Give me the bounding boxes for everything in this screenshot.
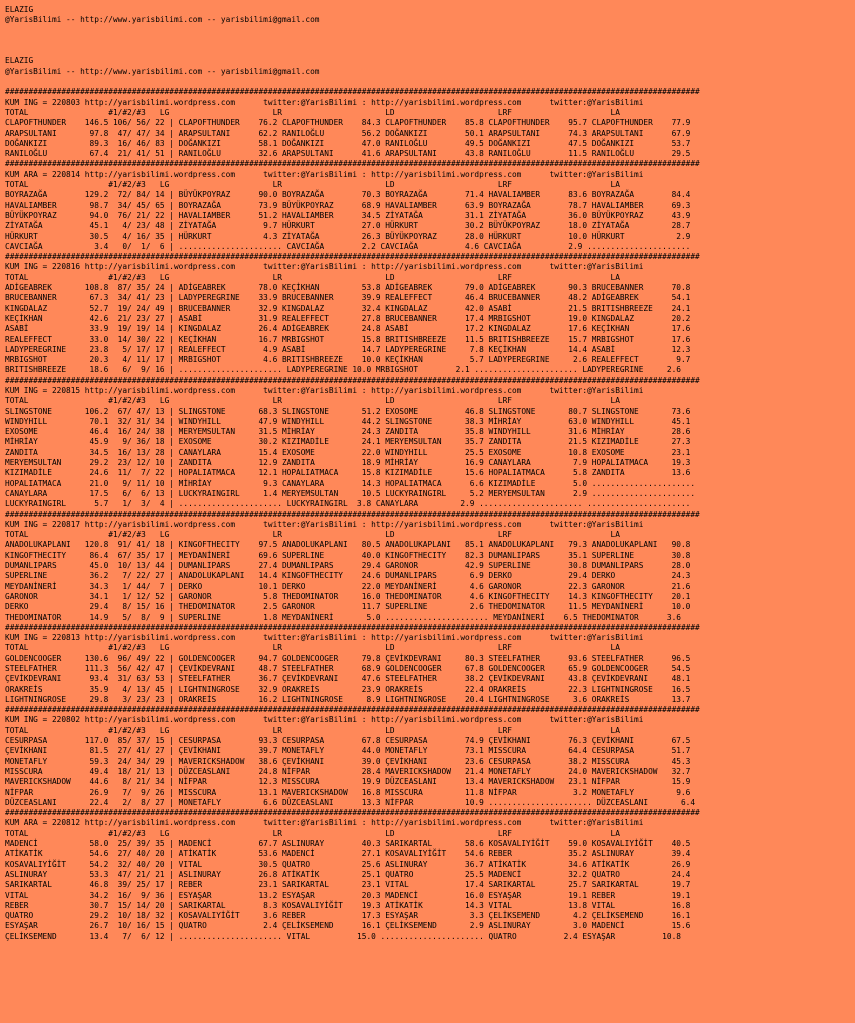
report-line: LUCKYRAINGIRL 5.7 1/ 3/ 4 | ...................... LUCKYRAINGIRL 3.8 CANAYLARA 2.9 ...................... ......................	[5, 499, 691, 509]
report-line: ORAKREİS 35.9 4/ 13/ 45 | LIGHTNINGROSE 32.9 ORAKREİS 23.9 ORAKREİS 22.4 ORAKREİS 22.3 LIGHTNINGROSE 16.5	[5, 684, 691, 694]
report-line: REBER 30.7 15/ 14/ 20 | SARIKARTAL 8.3 KOSAVALIYİĞİT 19.3 ATİKATİK 14.3 VITAL 13.8 VITAL 16.8	[5, 900, 691, 910]
report-line: ÇEVİKHANI 81.5 27/ 41/ 27 | ÇEVİKHANI 39.7 MONETAFLY 44.0 MONETAFLY 73.1 MISSCURA 64.4 CESURPASA 51.7	[5, 746, 691, 756]
separator-line: ####################################################################################################################################################	[5, 622, 700, 632]
report-line: SLINGSTONE 106.2 67/ 47/ 13 | SLINGSTONE 68.3 SLINGSTONE 51.2 EXOSOME 46.8 SLINGSTONE 80.7 SLINGSTONE 73.6	[5, 406, 691, 416]
report-line: DERKO 29.4 8/ 15/ 16 | THEDOMINATOR 2.5 GARONOR 11.7 SUPERLINE 2.6 THEDOMINATOR 11.5 MEYDANİNERİ 10.0	[5, 602, 691, 612]
report-line: BOYRAZAĞA 129.2 72/ 84/ 14 | BÜYÜKPOYRAZ 90.0 BOYRAZAĞA 70.3 BOYRAZAĞA 71.4 HAVALIAMBER 83.6 BOYRAZAĞA 84.4	[5, 190, 691, 200]
report-line: ASLINURAY 53.3 47/ 21/ 21 | ASLINURAY 26.8 ATİKATİK 25.1 QUATRO 25.5 MADENCİ 32.2 QUATRO 24.4	[5, 869, 691, 879]
race-header-line: KUM ING = 220816 http://yarisbilimi.wordpress.com twitter:@YarisBilimi : http://yarisbilimi.wordpress.com twitter:@YarisBilimi	[5, 262, 644, 272]
separator-line: ####################################################################################################################################################	[5, 808, 700, 818]
column-header-line: TOTAL #1/#2/#3 LG LR LD LRF LA	[5, 643, 620, 653]
report-line: DUMANLIPARS 45.0 10/ 13/ 44 | DUMANLIPARS 27.4 DUMANLIPARS 29.4 GARONOR 42.9 SUPERLINE 30.8 DUMANLIPARS 28.0	[5, 561, 691, 571]
report-line: MISSCURA 49.4 18/ 21/ 13 | DÜZCEASLANI 24.8 NİFPAR 28.4 MAVERICKSHADOW 21.4 MONETAFLY 24.0 MAVERICKSHADOW 32.7	[5, 766, 691, 776]
report-line: MONETAFLY 59.3 24/ 34/ 29 | MAVERICKSHADOW 38.6 ÇEVİKHANI 39.0 ÇEVİKHANI 23.6 CESURPASA 38.2 MISSCURA 45.3	[5, 756, 691, 766]
report-line	[5, 26, 855, 36]
report-line: REALEFFECT 33.0 14/ 30/ 22 | KEÇİKHAN 16.7 MRBIGSHOT 15.8 BRITISHBREEZE 11.5 BRITISHBREEZE 15.7 MRBIGSHOT 17.6	[5, 334, 691, 344]
report-line: BRITISHBREEZE 18.6 6/ 9/ 16 | ...................... LADYPEREGRINE 10.0 MRBIGSHOT 2.1 ...................... LADYPEREGRINE 2.6	[5, 365, 681, 375]
report-line: CLAPOFTHUNDER 146.5 106/ 56/ 22 | CLAPOFTHUNDER 76.2 CLAPOFTHUNDER 84.3 CLAPOFTHUNDER 85.8 CLAPOFTHUNDER 95.7 CLAPOFTHUNDER 77.9	[5, 118, 691, 128]
column-header-line: TOTAL #1/#2/#3 LG LR LD LRF LA	[5, 530, 620, 540]
report-line: CANAYLARA 17.5 6/ 6/ 13 | LUCKYRAINGIRL 1.4 MERYEMSULTAN 10.5 LUCKYRAINGIRL 5.2 MERYEMSULTAN 2.9 ......................	[5, 488, 696, 498]
report-line: CAVCIAĞA 3.4 0/ 1/ 6 | ...................... CAVCIAĞA 2.2 CAVCIAĞA 4.6 CAVCIAĞA 2.9 ......................	[5, 241, 691, 251]
column-header-line: TOTAL #1/#2/#3 LG LR LD LRF LA	[5, 828, 620, 838]
report-line: KIZIMADİLE 24.6 11/ 7/ 22 | HOPALIATMACA 12.1 HOPALIATMACA 15.8 KIZIMADİLE 15.6 HOPALIATMACA 5.8 ZANDITA 13.6	[5, 468, 691, 478]
column-header-line: TOTAL #1/#2/#3 LG LR LD LRF LA	[5, 107, 620, 117]
report-line: RANILOĞLU 67.4 21/ 41/ 51 | RANILOĞLU 32.6 ARAPSULTANI 41.6 ARAPSULTANI 43.8 RANILOĞLU 11.5 RANILOĞLU 29.5	[5, 149, 691, 159]
report-line: DOĞANKIZI 89.3 16/ 46/ 83 | DOĞANKIZI 58.1 DOĞANKIZI 47.0 RANILOĞLU 49.5 DOĞANKIZI 47.5 DOĞANKIZI 53.7	[5, 138, 691, 148]
separator-line: ####################################################################################################################################################	[5, 509, 700, 519]
report-line: QUATRO 29.2 10/ 18/ 32 | KOSAVALIYİĞİT 3.6 REBER 17.3 ESYAŞAR 3.3 ÇELİKSEMEND 4.2 ÇELİKSEMEND 16.1	[5, 911, 691, 921]
race-header-line: KUM ING = 220817 http://yarisbilimi.wordpress.com twitter:@YarisBilimi : http://yarisbilimi.wordpress.com twitter:@YarisBilimi	[5, 519, 644, 529]
separator-line: ####################################################################################################################################################	[5, 252, 700, 262]
report-line: GARONOR 34.1 1/ 12/ 52 | GARONOR 5.8 THEDOMINATOR 16.0 THEDOMINATOR 4.6 KINGOFTHECITY 14.3 KINGOFTHECITY 20.1	[5, 591, 691, 601]
report-line: LADYPEREGRINE 23.8 5/ 17/ 17 | REALEFFECT 4.9 ASABİ 14.7 LADYPEREGRINE 7.8 KEÇİKHAN 14.4 ASABİ 12.3	[5, 344, 691, 354]
report-line: MERYEMSULTAN 29.2 23/ 12/ 10 | ZANDITA 12.9 ZANDITA 18.9 MİHRİAY 16.9 CANAYLARA 7.9 HOPALIATMACA 19.3	[5, 458, 691, 468]
column-header-line: TOTAL #1/#2/#3 LG LR LD LRF LA	[5, 180, 620, 190]
column-header-line: TOTAL #1/#2/#3 LG LR LD LRF LA	[5, 725, 620, 735]
report-line: ÇEVİKDEVRANI 93.4 31/ 63/ 53 | STEELFATHER 36.7 ÇEVİKDEVRANI 47.6 STEELFATHER 38.2 ÇEVİKDEVRANI 43.8 ÇEVİKDEVRANI 48.1	[5, 674, 691, 684]
report-line: KINGDALAZ 52.7 19/ 24/ 49 | BRUCEBANNER 32.9 KINGDALAZ 32.4 KINGDALAZ 42.0 ASABİ 21.5 BRITISHBREEZE 24.1	[5, 303, 691, 313]
report-line: ATİKATİK 54.6 27/ 40/ 20 | ATİKATİK 53.6 MADENCİ 27.1 KOSAVALIYİĞİT 54.6 REBER 35.2 ASLINURAY 39.4	[5, 849, 691, 859]
report-line: WINDYHILL 70.1 32/ 31/ 34 | WINDYHILL 47.9 WINDYHILL 44.2 SLINGSTONE 38.3 MİHRİAY 63.0 WINDYHILL 45.1	[5, 416, 691, 426]
contact-line: @YarisBilimi -- http://www.yarisbilimi.com -- yarisbilimi@gmail.com	[5, 15, 320, 25]
separator-line: ####################################################################################################################################################	[5, 705, 700, 715]
report-line: ANADOLUKAPLANI 120.8 91/ 41/ 18 | KINGOFTHECITY 97.5 ANADOLUKAPLANI 80.5 ANADOLUKAPLANI 85.1 ANADOLUKAPLANI 79.3 ANADOLUKAPLANI 90.8	[5, 540, 691, 550]
race-header-line: KUM ING = 220813 http://yarisbilimi.wordpress.com twitter:@YarisBilimi : http://yarisbilimi.wordpress.com twitter:@YarisBilimi	[5, 633, 644, 643]
column-header-line: TOTAL #1/#2/#3 LG LR LD LRF LA	[5, 396, 620, 406]
race-header-line: KUM ING = 220815 http://yarisbilimi.wordpress.com twitter:@YarisBilimi : http://yarisbilimi.wordpress.com twitter:@YarisBilimi	[5, 385, 644, 395]
report-line: MADENCİ 58.0 25/ 39/ 35 | MADENCİ 67.7 ASLINURAY 40.3 SARIKARTAL 58.6 KOSAVALIYİĞİT 59.0 KOSAVALIYİĞİT 40.5	[5, 839, 691, 849]
report-line: THEDOMINATOR 14.9 5/ 8/ 9 | SUPERLINE 1.8 MEYDANİNERİ 5.0 ...................... MEYDANİNERİ 6.5 THEDOMINATOR 3.6	[5, 612, 681, 622]
report-line: KOSAVALIYİĞİT 54.2 32/ 40/ 20 | VITAL 30.5 QUATRO 25.6 ASLINURAY 36.7 ATİKATİK 34.6 ATİKATİK 26.9	[5, 859, 691, 869]
report-line: KINGOFTHECITY 86.4 67/ 35/ 17 | MEYDANİNERİ 69.6 SUPERLINE 40.0 KINGOFTHECITY 82.3 DUMANLIPARS 35.1 SUPERLINE 30.8	[5, 550, 691, 560]
report-line: ADİGEABREK 108.8 87/ 35/ 24 | ADİGEABREK 78.0 KEÇİKHAN 53.8 ADİGEABREK 79.0 ADİGEABREK 90.3 BRUCEBANNER 70.8	[5, 283, 691, 293]
report-line: STEELFATHER 111.3 56/ 42/ 47 | ÇEVİKDEVRANI 48.7 STEELFATHER 68.9 GOLDENCOOGER 67.8 GOLDENCOOGER 65.9 GOLDENCOOGER 54.5	[5, 664, 691, 673]
report-line: LIGHTNINGROSE 29.8 3/ 23/ 23 | ORAKREİS 16.2 LIGHTNINGROSE 8.9 LIGHTNINGROSE 20.4 LIGHTNINGROSE 3.6 ORAKREİS 13.7	[5, 694, 691, 704]
report-line: NİFPAR 26.9 7/ 9/ 26 | MISSCURA 13.1 MAVERICKSHADOW 16.8 MISSCURA 11.8 NİFPAR 3.2 MONETAFLY 9.6	[5, 787, 691, 797]
report-line	[5, 46, 855, 56]
contact-line: @YarisBilimi -- http://www.yarisbilimi.com -- yarisbilimi@gmail.com	[5, 66, 320, 76]
report-line: MEYDANİNERİ 34.3 1/ 44/ 7 | DERKO 10.1 DERKO 22.0 MEYDANİNERİ 4.6 GARONOR 22.3 GARONOR 21.6	[5, 581, 691, 591]
report-line: EXOSOME 46.4 16/ 24/ 38 | MERYEMSULTAN 31.5 MİHRİAY 24.3 ZANDITA 35.8 WINDYHILL 31.6 MİHRİAY 28.6	[5, 427, 691, 437]
report-line: DÜZCEASLANI 22.4 2/ 8/ 27 | MONETAFLY 6.6 DÜZCEASLANI 13.3 NİFPAR 10.9 ...................... DÜZCEASLANI 6.4	[5, 797, 696, 807]
report-line: BÜYÜKPOYRAZ 94.0 76/ 21/ 22 | HAVALIAMBER 51.2 HAVALIAMBER 34.5 ZİYATAĞA 31.1 ZİYATAĞA 36.0 BÜYÜKPOYRAZ 43.9	[5, 210, 691, 220]
location-title: ELAZIG	[5, 5, 34, 14]
race-header-line: KUM ING = 220803 http://yarisbilimi.wordpress.com twitter:@YarisBilimi : http://yarisbilimi.wordpress.com twitter:@YarisBilimi	[5, 97, 644, 107]
report-line: HOPALIATMACA 21.0 9/ 11/ 10 | MİHRİAY 9.3 CANAYLARA 14.3 HOPALIATMACA 6.6 KIZIMADİLE 5.0 ......................	[5, 478, 696, 488]
report-line: VITAL 34.2 16/ 9/ 36 | ESYAŞAR 13.2 ESYAŞAR 20.3 MADENCİ 16.0 ESYAŞAR 19.1 REBER 19.1	[5, 890, 691, 900]
report-line: GOLDENCOOGER 130.6 96/ 49/ 22 | GOLDENCOOGER 94.7 GOLDENCOOGER 79.8 ÇEVİKDEVRANI 80.3 STEELFATHER 93.6 STEELFATHER 96.5	[5, 653, 691, 663]
separator-line: ####################################################################################################################################################	[5, 375, 700, 385]
report-line: SUPERLINE 36.2 7/ 22/ 27 | ANADOLUKAPLANI 14.4 KINGOFTHECITY 24.6 DUMANLIPARS 6.9 DERKO 29.4 DERKO 24.3	[5, 571, 691, 581]
report-line: ESYAŞAR 26.7 10/ 16/ 15 | QUATRO 2.4 ÇELİKSEMEND 16.1 ÇELİKSEMEND 2.9 ASLINURAY 3.0 MADENCİ 15.6	[5, 921, 691, 931]
report-line: ASABİ 33.9 19/ 19/ 14 | KINGDALAZ 26.4 ADİGEABREK 24.8 ASABİ 17.2 KINGDALAZ 17.6 KEÇİKHAN 17.6	[5, 324, 691, 334]
report-line: ZİYATAĞA 45.1 4/ 23/ 48 | ZİYATAĞA 9.7 HÜRKURT 27.0 HÜRKURT 30.2 BÜYÜKPOYRAZ 18.0 ZİYATAĞA 28.7	[5, 221, 691, 231]
race-header-line: KUM ARA = 220814 http://yarisbilimi.wordpress.com twitter:@YarisBilimi : http://yarisbilimi.wordpress.com twitter:@YarisBilimi	[5, 169, 644, 179]
report-line: KEÇİKHAN 42.6 21/ 23/ 27 | ASABİ 31.9 REALEFFECT 27.8 BRUCEBANNER 17.4 MRBIGSHOT 19.0 KINGDALAZ 20.2	[5, 313, 691, 323]
report-line: HÜRKURT 30.5 4/ 16/ 35 | HÜRKURT 4.3 ZİYATAĞA 26.3 BÜYÜKPOYRAZ 28.0 HÜRKURT 10.0 HÜRKURT 2.9	[5, 231, 691, 241]
separator-line: ####################################################################################################################################################	[5, 159, 700, 169]
report-line: SARIKARTAL 46.8 39/ 25/ 17 | REBER 23.1 SARIKARTAL 23.1 VITAL 17.4 SARIKARTAL 25.7 SARIKARTAL 19.7	[5, 880, 691, 890]
race-header-line: KUM ARA = 220812 http://yarisbilimi.wordpress.com twitter:@YarisBilimi : http://yarisbilimi.wordpress.com twitter:@YarisBilimi	[5, 818, 644, 828]
report-line: ÇELİKSEMEND 13.4 7/ 6/ 12 | ...................... VITAL 15.0 ...................... QUATRO 2.4 ESYAŞAR 10.8	[5, 931, 681, 941]
report-line: BRUCEBANNER 67.3 34/ 41/ 23 | LADYPEREGRINE 33.9 BRUCEBANNER 39.9 REALEFFECT 46.4 BRUCEBANNER 48.2 ADİGEABREK 54.1	[5, 293, 691, 303]
separator-line: ####################################################################################################################################################	[5, 87, 700, 97]
report-text	[5, 5, 855, 942]
report-line	[5, 77, 855, 87]
report-line: ZANDITA 34.5 16/ 13/ 28 | CANAYLARA 15.4 EXOSOME 22.0 WINDYHILL 25.5 EXOSOME 10.8 EXOSOME 23.1	[5, 447, 691, 457]
column-header-line: TOTAL #1/#2/#3 LG LR LD LRF LA	[5, 272, 620, 282]
report-line: MAVERICKSHADOW 44.6 8/ 21/ 34 | NİFPAR 12.3 MISSCURA 19.9 DÜZCEASLANI 13.4 MAVERICKSHADOW 23.1 NİFPAR 15.9	[5, 777, 691, 787]
report-line: CESURPASA 117.0 85/ 37/ 15 | CESURPASA 93.3 CESURPASA 67.8 CESURPASA 74.9 ÇEVİKHANI 76.3 ÇEVİKHANI 67.5	[5, 736, 691, 746]
report-line: MRBIGSHOT 20.3 4/ 11/ 17 | MRBIGSHOT 4.6 BRITISHBREEZE 10.0 KEÇİKHAN 5.7 LADYPEREGRINE 2.6 REALEFFECT 9.7	[5, 355, 691, 365]
report-line: MİHRİAY 45.9 9/ 36/ 18 | EXOSOME 30.2 KIZIMADİLE 24.1 MERYEMSULTAN 35.7 ZANDITA 21.5 KIZIMADİLE 27.3	[5, 437, 691, 447]
report-line: ARAPSULTANI 97.8 47/ 47/ 34 | ARAPSULTANI 62.2 RANILOĞLU 56.2 DOĞANKIZI 50.1 ARAPSULTANI 74.3 ARAPSULTANI 67.9	[5, 128, 691, 138]
race-header-line: KUM ING = 220802 http://yarisbilimi.wordpress.com twitter:@YarisBilimi : http://yarisbilimi.wordpress.com twitter:@YarisBilimi	[5, 715, 644, 725]
location-title: ELAZIG	[5, 56, 34, 66]
report-line: HAVALIAMBER 98.7 34/ 45/ 65 | BOYRAZAĞA 73.9 BÜYÜKPOYRAZ 68.9 HAVALIAMBER 63.9 BOYRAZAĞA 78.7 HAVALIAMBER 69.3	[5, 200, 691, 210]
report-line	[5, 36, 855, 46]
